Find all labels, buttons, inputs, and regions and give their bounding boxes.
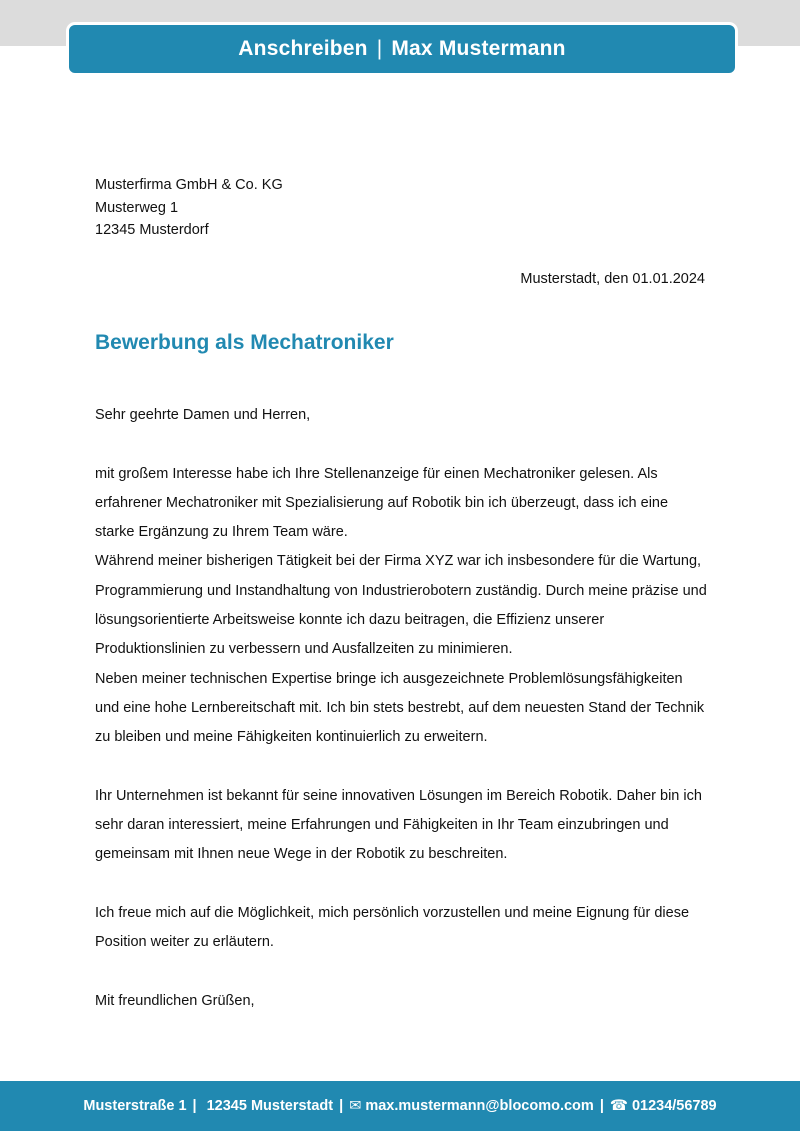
- paragraph: Ich freue mich auf die Möglichkeit, mich persönlich vorzustellen und meine Eignung für diese Position weiter zu erläutern.: [95, 905, 690, 951]
- paragraph: mit großem Interesse habe ich Ihre Stellenanzeige für einen Mechatroniker gelesen. Als erfahrener Mechatroniker mit Spezialisierung auf Robotik bin ich überzeugt, dass ich eine starke Ergänzung zu Ihrem Team wäre.: [95, 465, 669, 541]
- paragraph: Während meiner bisherigen Tätigkeit bei der Firma XYZ war ich insbesondere für die Wartung, Programmierung und Instandhaltung von Industrierobotern zuständig. Durch meine präzise und lösungsorientierte Arbeitsweise konnte ich dazu beitragen, die Effizienz unserer Produktionslinien zu verbessern und Ausfallzeiten zu minimieren.: [95, 553, 707, 658]
- footer-separator: |: [192, 1098, 197, 1114]
- subject-heading: Bewerbung als Mechatroniker: [95, 331, 394, 354]
- header-doc-type: Anschreiben: [238, 37, 368, 60]
- footer-email[interactable]: max.mustermann@blocomo.com: [365, 1098, 594, 1114]
- paragraph: Neben meiner technischen Expertise bringe ich ausgezeichnete Problemlösungsfähigkeiten und eine hohe Lernbereitschaft mit. Ich bin stets bestrebt, auf dem neuesten Stand der Technik zu bleiben und meine Fähigkeiten kontinuierlich zu erweitern.: [95, 670, 705, 746]
- spacer: [95, 958, 710, 987]
- footer-separator: |: [339, 1098, 344, 1114]
- footer-separator: |: [599, 1098, 604, 1114]
- date-line: Musterstadt, den 01.01.2024: [520, 271, 705, 287]
- spacer: [95, 753, 710, 782]
- letter-body: [95, 401, 710, 1016]
- email-icon: ✉: [349, 1098, 362, 1114]
- footer-street: Musterstraße 1: [83, 1098, 187, 1114]
- header-bar: [66, 22, 738, 76]
- recipient-company: Musterfirma GmbH & Co. KG: [95, 177, 283, 193]
- recipient-street: Musterweg 1: [95, 199, 179, 216]
- salutation: Sehr geehrte Damen und Herren,: [95, 407, 311, 423]
- recipient-address: [95, 174, 283, 242]
- footer-phone[interactable]: 01234/56789: [631, 1098, 717, 1114]
- header-name: Max Mustermann: [391, 37, 566, 60]
- spacer: [95, 870, 710, 899]
- footer-bar: [0, 1081, 800, 1131]
- closing: Mit freundlichen Grüßen,: [95, 992, 255, 1009]
- phone-icon: ☎: [609, 1098, 628, 1114]
- recipient-city: 12345 Musterdorf: [95, 222, 209, 238]
- header-separator: |: [376, 37, 383, 60]
- paragraph: Ihr Unternehmen ist bekannt für seine innovativen Lösungen im Bereich Robotik. Daher bin ich sehr daran interessiert, meine Erfahrungen und Fähigkeiten in Ihr Team einzubringen und gemeinsam mit Ihnen neue Wege in der Robotik zu beschreiten.: [95, 787, 702, 863]
- footer-city: 12345 Musterstadt: [206, 1098, 334, 1114]
- spacer: [95, 430, 710, 459]
